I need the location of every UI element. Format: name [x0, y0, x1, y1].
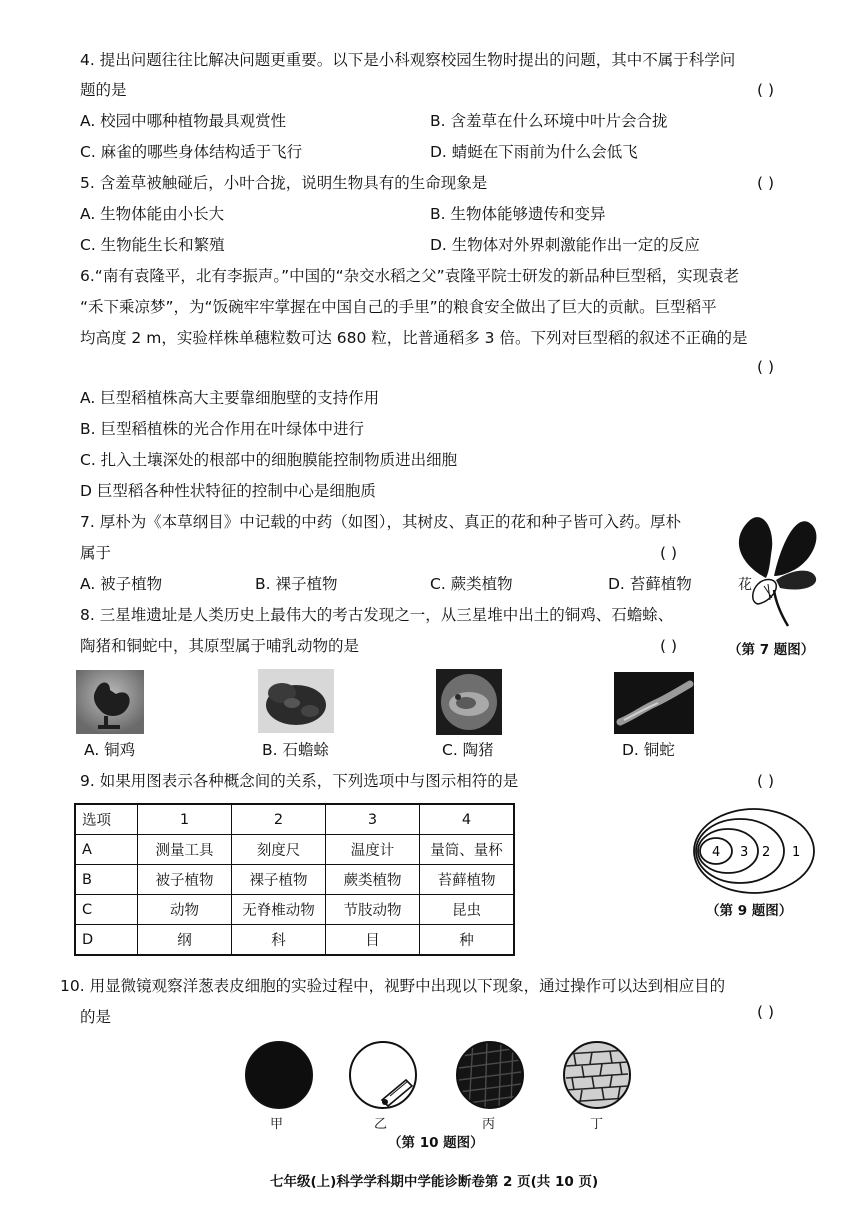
q4-option-a: A. 校园中哪种植物最具观赏性 — [80, 112, 287, 130]
q10-stem-line2: 的是 — [80, 1008, 112, 1026]
q6-option-c: C. 扎入土壤深处的根部中的细胞膜能控制物质进出细胞 — [80, 451, 458, 469]
q8-option-b: B. 石蟾蜍 — [262, 741, 329, 759]
table-cell: B — [75, 865, 138, 895]
fig10-label-jia: 甲 — [270, 1117, 284, 1132]
field-of-view-yi — [348, 1040, 418, 1110]
q8-stem-line2: 陶猪和铜蛇中，其原型属于哺乳动物的是 — [80, 637, 360, 655]
fig10-label-yi: 乙 — [374, 1117, 388, 1132]
table-cell: 裸子植物 — [232, 865, 326, 895]
diagram-label-4: 4 — [712, 845, 721, 860]
nested-concept-diagram — [692, 806, 816, 896]
table-header-cell: 2 — [232, 804, 326, 835]
table-cell: 测量工具 — [138, 835, 232, 865]
diagram-label-1: 1 — [792, 845, 801, 860]
q8-stem-line1: 8. 三星堆遗址是人类历史上最伟大的考古发现之一，从三星堆中出土的铜鸡、石蟾蜍、 — [80, 606, 674, 624]
q9-options-table — [74, 803, 515, 956]
table-cell: D — [75, 925, 138, 956]
q6-stem-line2: “禾下乘凉梦”，为“饭碗牢牢掌握在中国自己的手里”的粮食安全做出了巨大的贡献。巨型稻平 — [80, 298, 717, 316]
q5-stem: 5. 含羞草被触碰后，小叶合拢，说明生物具有的生命现象是 — [80, 174, 488, 192]
q6-stem-line1: 6.“南有袁隆平，北有李振声。”中国的“杂交水稻之父”袁隆平院士研发的新品种巨型稻，实现袁老 — [80, 267, 740, 285]
q4-stem-line2: 题的是 — [80, 81, 127, 99]
q10-answer-bracket: ( ) — [757, 1003, 775, 1021]
q10-stem-line1: 10. 用显微镜观察洋葱表皮细胞的实验过程中，视野中出现以下现象，通过操作可以达到相应目的 — [60, 977, 726, 995]
q7-option-c: C. 蕨类植物 — [430, 575, 513, 593]
q7-figure-caption: （第 7 题图） — [728, 642, 815, 658]
q7-option-b: B. 裸子植物 — [255, 575, 338, 593]
table-cell: 目 — [326, 925, 420, 956]
q6-stem-line3: 均高度 2 m，实验样株单穗粒数可达 680 粒，比普通稻多 3 倍。下列对巨型稻的叙述不正确的是 — [80, 329, 748, 347]
table-row — [75, 835, 514, 865]
q6-option-a: A. 巨型稻植株高大主要靠细胞壁的支持作用 — [80, 389, 380, 407]
fig10-label-bing: 丙 — [482, 1117, 496, 1132]
table-cell: 刻度尺 — [232, 835, 326, 865]
table-header-cell: 1 — [138, 804, 232, 835]
table-cell: 蕨类植物 — [326, 865, 420, 895]
q5-answer-bracket: ( ) — [757, 174, 775, 192]
table-row — [75, 895, 514, 925]
q8-option-a: A. 铜鸡 — [84, 741, 136, 759]
q9-answer-bracket: ( ) — [757, 772, 775, 790]
table-header-cell: 选项 — [75, 804, 138, 835]
table-row — [75, 865, 514, 895]
q8-option-c: C. 陶猪 — [442, 741, 494, 759]
q8-option-d: D. 铜蛇 — [622, 741, 675, 759]
table-cell: 节肢动物 — [326, 895, 420, 925]
field-of-view-jia — [244, 1040, 314, 1110]
q8-answer-bracket: ( ) — [660, 637, 678, 655]
table-cell: A — [75, 835, 138, 865]
q7-stem-line1: 7. 厚朴为《本草纲目》中记载的中药（如图），其树皮、真正的花和种子皆可入药。厚朴 — [80, 513, 681, 531]
q6-answer-bracket: ( ) — [757, 358, 775, 376]
q5-option-d: D. 生物体对外界刺激能作出一定的反应 — [430, 236, 700, 254]
table-cell: 无脊椎动物 — [232, 895, 326, 925]
diagram-label-3: 3 — [740, 845, 749, 860]
q5-option-a: A. 生物体能由小长大 — [80, 205, 225, 223]
q7-option-d: D. 苔藓植物 — [608, 575, 692, 593]
table-header-cell: 3 — [326, 804, 420, 835]
table-cell: 苔藓植物 — [420, 865, 515, 895]
q6-option-d: D 巨型稻各种性状特征的控制中心是细胞质 — [80, 482, 376, 500]
magnolia-flower-figure — [728, 508, 828, 628]
table-cell: 种 — [420, 925, 515, 956]
q7-figure-label: 花 — [738, 577, 752, 593]
q6-option-b: B. 巨型稻植株的光合作用在叶绿体中进行 — [80, 420, 364, 438]
page-footer: 七年级(上)科学学科期中学能诊断卷第 2 页(共 10 页) — [270, 1174, 599, 1190]
table-cell: 昆虫 — [420, 895, 515, 925]
table-cell: 被子植物 — [138, 865, 232, 895]
table-cell: C — [75, 895, 138, 925]
table-cell: 量筒、量杯 — [420, 835, 515, 865]
q7-option-a: A. 被子植物 — [80, 575, 163, 593]
q10-figure-caption: （第 10 题图） — [388, 1135, 484, 1151]
table-cell: 温度计 — [326, 835, 420, 865]
q9-figure-caption: （第 9 题图） — [706, 903, 793, 919]
q5-option-b: B. 生物体能够遗传和变异 — [430, 205, 606, 223]
q7-stem-line2: 属于 — [80, 544, 112, 562]
bronze-snake-photo — [614, 672, 694, 734]
q9-stem: 9. 如果用图表示各种概念间的关系，下列选项中与图示相符的是 — [80, 772, 519, 790]
bronze-rooster-photo — [76, 670, 144, 734]
q4-answer-bracket: ( ) — [757, 81, 775, 99]
table-header-cell: 4 — [420, 804, 515, 835]
q4-option-c: C. 麻雀的哪些身体结构适于飞行 — [80, 143, 303, 161]
q7-answer-bracket: ( ) — [660, 544, 678, 562]
q4-stem-line1: 4. 提出问题往往比解决问题更重要。以下是小科观察校园生物时提出的问题，其中不属于科学问 — [80, 51, 736, 69]
field-of-view-bing — [455, 1040, 525, 1110]
table-cell: 动物 — [138, 895, 232, 925]
q5-option-c: C. 生物能生长和繁殖 — [80, 236, 225, 254]
q4-option-d: D. 蜻蜓在下雨前为什么会低飞 — [430, 143, 638, 161]
q4-option-b: B. 含羞草在什么环境中叶片会合拢 — [430, 112, 668, 130]
table-header-row — [75, 804, 514, 835]
table-cell: 纲 — [138, 925, 232, 956]
table-row — [75, 925, 514, 956]
stone-toad-photo — [258, 669, 334, 733]
pottery-pig-photo — [436, 669, 502, 735]
table-cell: 科 — [232, 925, 326, 956]
diagram-label-2: 2 — [762, 845, 771, 860]
field-of-view-ding — [562, 1040, 632, 1110]
fig10-label-ding: 丁 — [590, 1117, 604, 1132]
